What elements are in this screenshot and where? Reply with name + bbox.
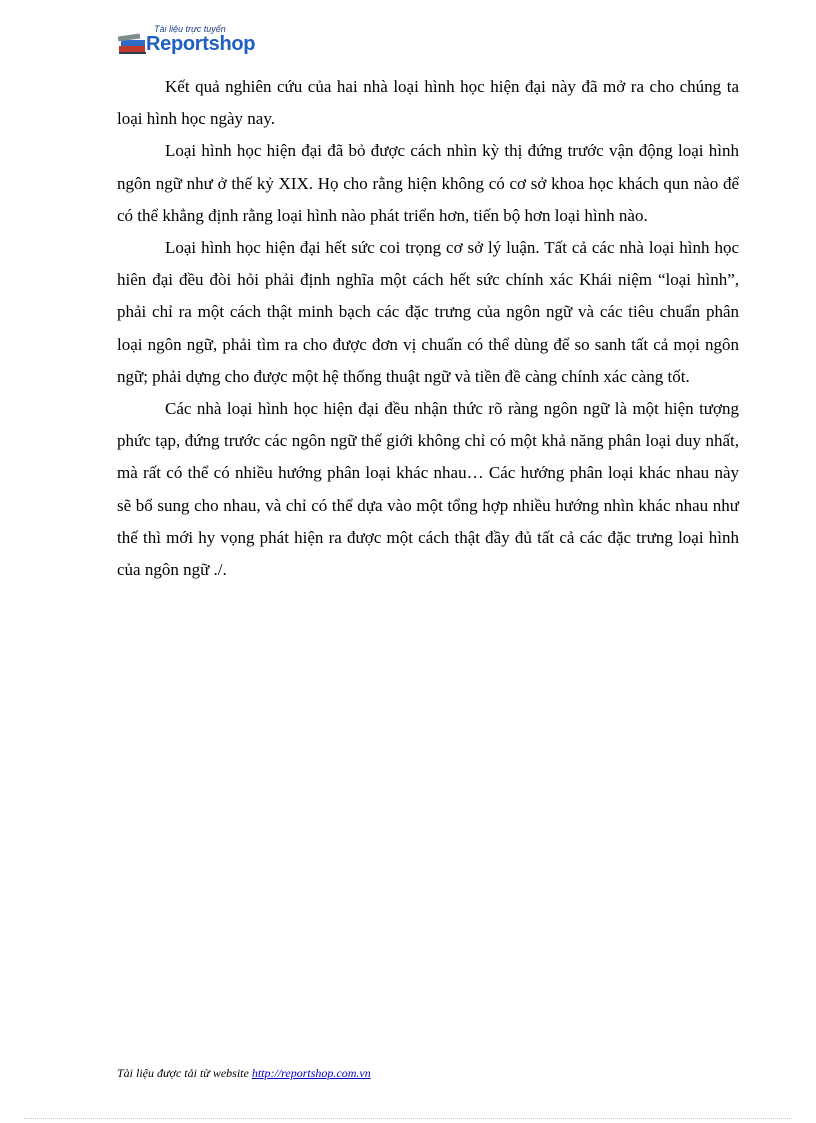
- logo-tagline: Tài liệu trực tuyến: [154, 24, 226, 34]
- footer-text: Tài liệu được tải từ website: [117, 1066, 252, 1080]
- page-footer: [117, 1066, 371, 1081]
- reportshop-logo[interactable]: [118, 24, 278, 58]
- document-body: [117, 71, 739, 586]
- paragraph-3: Loại hình học hiện đại hết sức coi trọng cơ sở lý luận. Tất cả các nhà loại hình học hiên đại đều đòi hỏi phải định nghĩa một cách hết sức chính xác Khái niệm “loại hình”, phải chỉ ra một cách thật minh bạch các đặc trưng của ngôn ngữ và các tiêu chuẩn phân loại ngôn ngữ, phải tìm ra cho được đơn vị chuẩn có thể dùng để so sanh tất cả mọi ngôn ngữ; phải dựng cho được một hệ thống thuật ngữ và tiền đề càng chính xác càng tốt.: [117, 238, 739, 386]
- paragraph-4: Các nhà loại hình học hiện đại đều nhận thức rõ ràng ngôn ngữ là một hiện tượng phức tạp, đứng trước các ngôn ngữ thế giới không chỉ có một khả năng phân loại duy nhất, mà rất có thể có nhiều hướng phân loại khác nhau… Các hướng phân loại khác nhau này sẽ bổ sung cho nhau, và chỉ có thể dựa vào một tổng hợp nhiều hướng nhìn khác nhau như thế thì mới hy vọng phát hiện ra được một cách thật đầy đủ tất cả các đặc trưng loại hình của ngôn ngữ ./.: [117, 399, 739, 580]
- paragraph-2: Loại hình học hiện đại đã bỏ được cách nhìn kỳ thị đứng trước vận động loại hình ngôn ngữ như ở thế kỷ XIX. Họ cho rằng hiện không có cơ sở khoa học khách qun nào để có thể khẳng định rằng loại hình nào phát triển hơn, tiến bộ hơn loại hình nào.: [117, 141, 739, 225]
- books-icon: [118, 32, 148, 54]
- logo-name: Reportshop: [146, 33, 256, 55]
- page-bottom-divider: [24, 1118, 792, 1119]
- paragraph-1: Kết quả nghiên cứu của hai nhà loại hình học hiện đại này đã mở ra cho chúng ta loại hình học ngày nay.: [117, 77, 739, 129]
- footer-website-link[interactable]: http://reportshop.com.vn: [251, 1066, 371, 1080]
